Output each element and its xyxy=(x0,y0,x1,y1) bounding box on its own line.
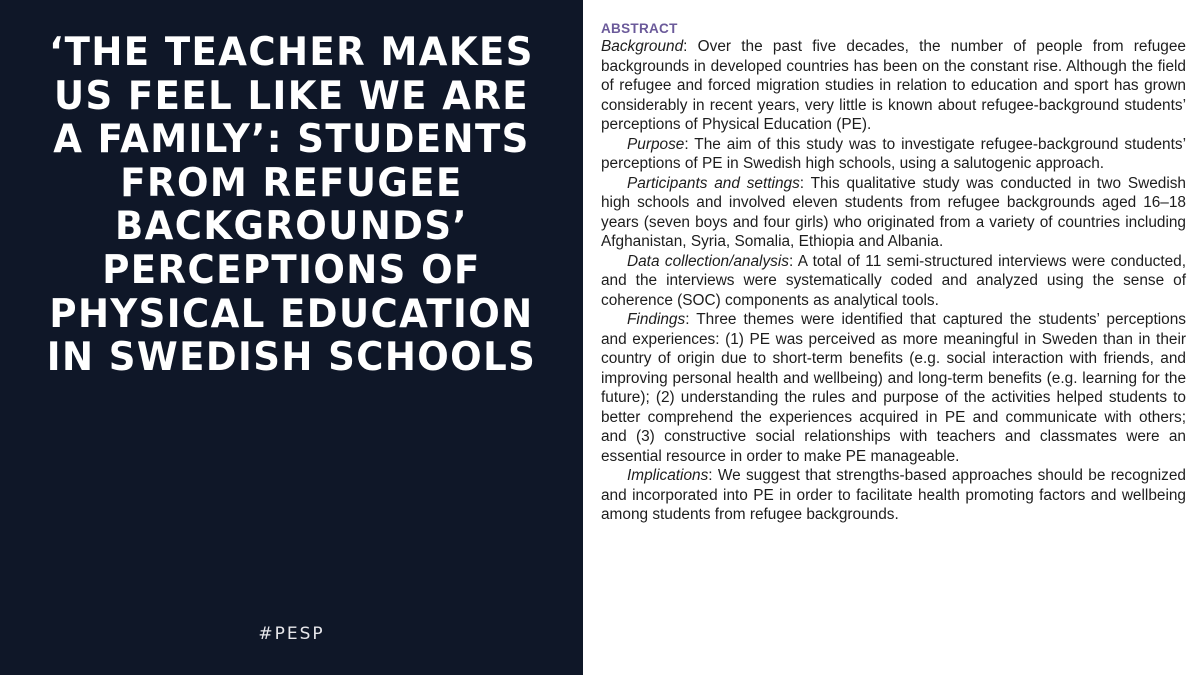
abstract-participants xyxy=(601,174,1186,252)
section-text-findings: : Three themes were identified that captured the students’ perceptions and experiences: (1) PE was perceived as more meaningful in Sweden than in their country of origin due to short-term benefits (e.g. social interaction with friends, and improving personal health and wellbeing) and long-term benefits (e.g. learning for the future); (2) understanding the rules and purpose of the activities helped students to better comprehend the experiences acquired in PE and communicate with others; and (3) constructive social relationships with teachers and classmates were an essential resource in order to make PE manageable. xyxy=(601,311,1186,465)
section-label-background: Background xyxy=(601,38,684,55)
title-panel xyxy=(0,0,583,675)
abstract-panel xyxy=(583,0,1200,675)
section-label-findings: Findings xyxy=(627,311,686,328)
abstract-background xyxy=(601,37,1186,135)
section-text-participants: : This qualitative study was conducted in two Swedish high schools and involved eleven students from refugee backgrounds aged 16–18 years (seven boys and four girls) who originated from a variety of countries including Afghanistan, Syria, Somalia, Ethiopia and Albania. xyxy=(601,174,1186,250)
section-label-purpose: Purpose xyxy=(627,135,685,153)
abstract-purpose xyxy=(601,135,1186,174)
section-text-implications: : We suggest that strengths-based approaches should be recognized and incorporated into PE in order to facilitate health promoting factors and wellbeing among students from refugee backgrounds. xyxy=(601,467,1186,523)
section-text-purpose: : The aim of this study was to investigate refugee-background students’ perceptions of PE in Swedish high schools, using a salutogenic approach. xyxy=(601,135,1186,172)
abstract-heading: ABSTRACT xyxy=(601,21,678,36)
hashtag-label: #PESP xyxy=(258,624,325,644)
abstract-data-collection xyxy=(601,252,1186,311)
section-label-implications: Implications xyxy=(627,467,709,484)
section-text-background: : Over the past five decades, the number of people from refugee backgrounds in developed countries has been on the constant rise. Although the field of refugee and forced migration studies in relation to education and sport has grown considerably in recent years, very little is known about refugee-background students’ perceptions of Physical Education (PE). xyxy=(601,38,1186,133)
abstract-implications xyxy=(601,466,1186,525)
section-label-participants: Participants and settings xyxy=(627,174,800,192)
article-title: ‘THE TEACHER MAKES US FEEL LIKE WE ARE A FAMILY’: STUDENTS FROM REFUGEE BACKGROUNDS’ PERCEPTIONS OF PHYSICAL EDUCATION IN SWEDISH SCHOOLS xyxy=(46,30,537,381)
abstract-findings xyxy=(601,310,1186,466)
section-label-data-collection: Data collection/analysis xyxy=(627,252,789,270)
section-text-data-collection: : A total of 11 semi-structured interviews were conducted, and the interviews were systematically coded and analyzed using the sense of coherence (SOC) components as analytical tools. xyxy=(601,252,1186,309)
